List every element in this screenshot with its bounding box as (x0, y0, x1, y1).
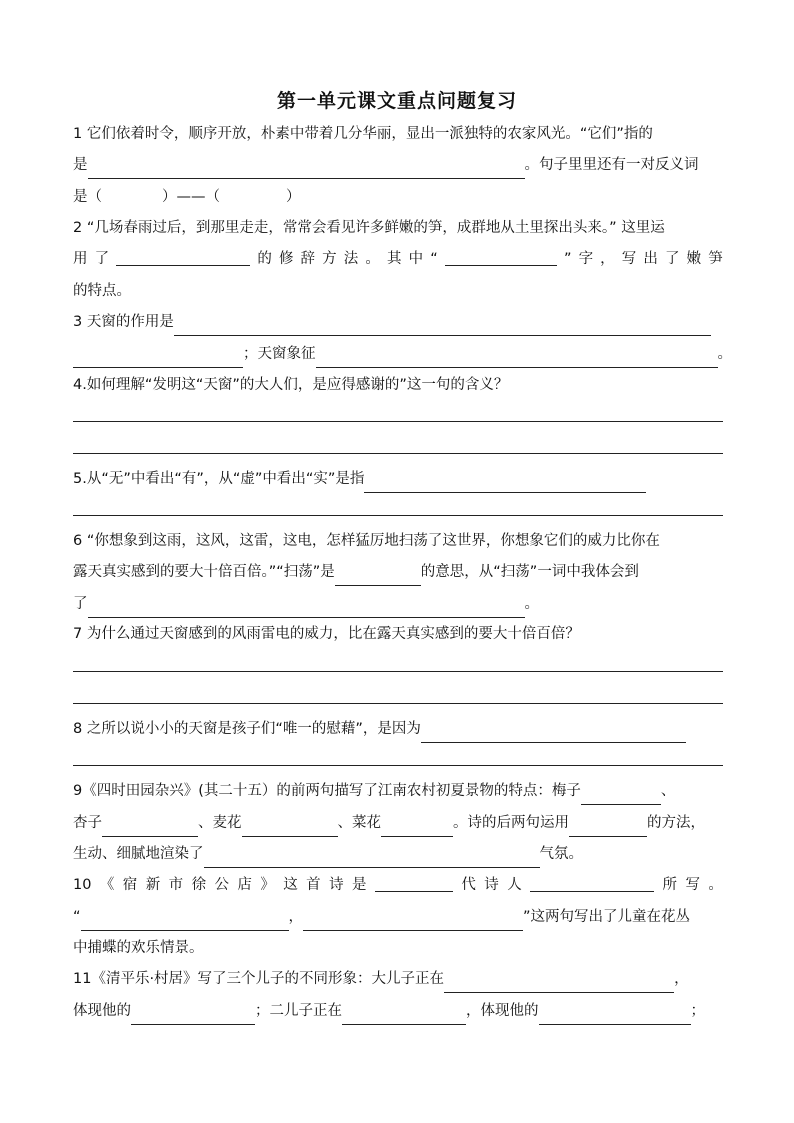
answer-blank[interactable] (364, 472, 646, 493)
question-4-line-1: 4.如何理解“发明这“天窗”的大人们，是应得感谢的”这一句的含义？ (73, 377, 509, 393)
question-2-line-3: 的特点。 (73, 283, 131, 299)
question-6-line-3: 了 。 (73, 590, 723, 618)
question-6-line-2: 露天真实感到的要大十倍百倍。”“扫荡”是 的意思，从“扫荡”一词中我体会到 (73, 558, 723, 586)
answer-blank[interactable] (81, 910, 289, 931)
answer-blank[interactable] (581, 784, 661, 805)
answer-line[interactable] (73, 703, 723, 704)
question-8-line-1: 8 之所以说小小的天窗是孩子们“唯一的慰藉”，是因为 (73, 715, 723, 743)
question-6-line-1: 6 “你想象到这雨，这风，这雷，这电，怎样猛厉地扫荡了这世界，你想象它们的威力比你在 (73, 533, 660, 549)
answer-line[interactable] (73, 765, 723, 766)
answer-blank[interactable] (303, 910, 523, 931)
question-2-line-1: 2 “几场春雨过后，到那里走走，常常会看见许多鲜嫩的笋，成群地从土里探出头来。” 这里运 (73, 220, 665, 236)
answer-blank[interactable] (131, 1004, 255, 1025)
answer-blank[interactable] (73, 347, 243, 368)
question-9-line-2: 杏子 、麦花 、菜花 。诗的后两句运用 的方法， (73, 809, 723, 837)
answer-line[interactable] (73, 515, 723, 516)
question-10-line-1: 10 《 宿 新 市 徐 公 店 》 这 首 诗 是 代 诗 人 所 写 。 (73, 871, 723, 899)
question-7-line-1: 7 为什么通过天窗感到的风雨雷电的威力，比在露天真实感到的要大十倍百倍？ (73, 626, 580, 642)
answer-line[interactable] (73, 453, 723, 454)
answer-blank[interactable] (445, 245, 557, 266)
answer-blank[interactable] (88, 597, 525, 618)
question-2-line-2: 用 了 的 修 辞 方 法 。 其 中 “ ” 字 ， 写 出 了 嫩 笋 (73, 245, 723, 273)
question-11-line-1: 11《清平乐·村居》写了三个儿子的不同形象：大儿子正在 ， (73, 965, 723, 993)
question-3-line-2: ；天窗象征 。 (73, 340, 723, 368)
answer-blank[interactable] (530, 871, 654, 892)
question-9-line-3: 生动、细腻地渲染了 气氛。 (73, 840, 723, 868)
answer-line[interactable] (73, 421, 723, 422)
answer-blank[interactable] (569, 816, 647, 837)
answer-blank[interactable] (88, 158, 525, 179)
question-1-line-1: 1 它们依着时令，顺序开放，朴素中带着几分华丽，显出一派独特的农家风光。“它们”指的 (73, 126, 653, 142)
question-11-line-2: 体现他的 ；二儿子正在 ，体现他的 ； (73, 997, 723, 1025)
question-5-line-1: 5.从“无”中看出“有”，从“虚”中看出“实”是指 (73, 465, 723, 493)
answer-blank[interactable] (539, 1004, 691, 1025)
answer-blank[interactable] (375, 871, 453, 892)
answer-blank[interactable] (102, 816, 198, 837)
answer-blank[interactable] (242, 816, 338, 837)
answer-blank[interactable] (342, 1004, 466, 1025)
answer-blank[interactable] (381, 816, 453, 837)
question-10-line-3: 中捕蝶的欢乐情景。 (73, 940, 204, 956)
answer-blank[interactable] (316, 347, 718, 368)
question-10-line-2: “ ， ”这两句写出了儿童在花丛 (73, 903, 723, 931)
answer-blank[interactable] (204, 847, 540, 868)
question-9-line-1: 9《四时田园杂兴》(其二十五）的前两句描写了江南农村初夏景物的特点：梅子 、 (73, 777, 723, 805)
answer-blank[interactable] (335, 565, 421, 586)
page-title: 第一单元课文重点问题复习 (276, 90, 517, 112)
answer-blank[interactable] (116, 245, 250, 266)
question-1-line-3: 是（ ）——（ ） (73, 189, 301, 205)
answer-blank[interactable] (444, 972, 674, 993)
question-1-line-2: 是 。句子里里还有一对反义词 (73, 151, 723, 179)
answer-blank[interactable] (421, 722, 686, 743)
question-3-line-1: 3 天窗的作用是 (73, 308, 723, 336)
answer-blank[interactable] (174, 315, 711, 336)
answer-line[interactable] (73, 671, 723, 672)
